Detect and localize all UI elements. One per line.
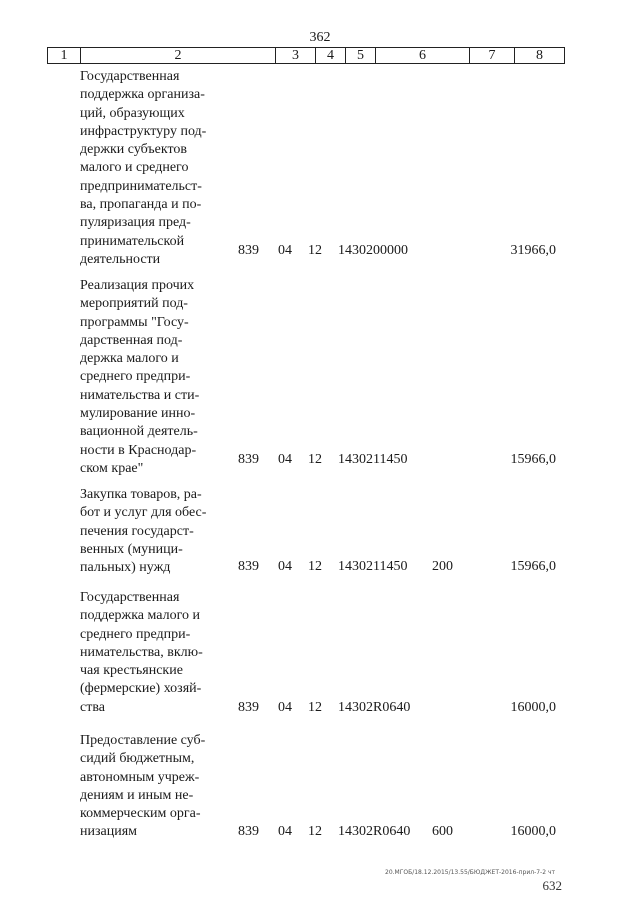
- row-col-4: 04: [278, 824, 292, 839]
- row-col-6: 14302R0640: [338, 700, 411, 715]
- row-col-4: 04: [278, 559, 292, 574]
- row-col-8: 31966,0: [510, 243, 556, 258]
- row-col-5: 12: [308, 700, 322, 715]
- row-col-5: 12: [308, 452, 322, 467]
- table-header-row: [47, 47, 565, 64]
- row-col-8: 16000,0: [510, 824, 556, 839]
- row-name: Предоставление суб- сидий бюджетным, автономным учреж- дениям и иным не- коммерческим орга- низациям: [80, 733, 206, 840]
- row-col-8: 16000,0: [510, 700, 556, 715]
- row-col-5: 12: [308, 824, 322, 839]
- footer-document-code: 20.МГОБ/18.12.2015/13.55/БЮДЖЕТ-2016-прил-7-2 чт: [385, 869, 555, 876]
- row-col-3: 839: [238, 824, 259, 839]
- header-col-2: 2: [81, 48, 276, 63]
- row-col-4: 04: [278, 700, 292, 715]
- row-col-6: 1430211450: [338, 452, 408, 467]
- header-col-7: 7: [470, 48, 515, 63]
- header-col-6: 6: [376, 48, 470, 63]
- row-col-6: 14302R0640: [338, 824, 411, 839]
- page-number: 362: [309, 30, 331, 45]
- row-col-3: 839: [238, 243, 259, 258]
- row-name: Реализация прочих мероприятий под- программы "Госу- дарственная под- держка малого и среднего предпри- нимательства и сти- мулирование инно- вационной деятель- ности в Краснодар- ском крае": [80, 278, 200, 476]
- header-col-8: 8: [515, 48, 565, 63]
- header-col-1: 1: [48, 48, 81, 63]
- header-col-3: 3: [276, 48, 316, 63]
- row-name: Закупка товаров, ра- бот и услуг для обес- печения государст- венных (муници- пальных) нужд: [80, 487, 207, 576]
- row-col-3: 839: [238, 452, 259, 467]
- header-col-4: 4: [316, 48, 346, 63]
- row-col-4: 04: [278, 452, 292, 467]
- footer-page-number: 632: [542, 878, 562, 893]
- row-col-8: 15966,0: [510, 452, 556, 467]
- row-col-5: 12: [308, 559, 322, 574]
- row-name: Государственная поддержка организа- ций, образующих инфраструктуру под- держки субъектов малого и среднего предпринимательст- ва, пропаганда и по- пуляризация пред- принимательской деятельности: [80, 69, 207, 267]
- row-col-3: 839: [238, 700, 259, 715]
- row-col-7: 200: [432, 559, 453, 574]
- row-col-6: 1430200000: [338, 243, 408, 258]
- row-col-6: 1430211450: [338, 559, 408, 574]
- row-col-5: 12: [308, 243, 322, 258]
- row-col-4: 04: [278, 243, 292, 258]
- row-col-8: 15966,0: [510, 559, 556, 574]
- row-col-7: 600: [432, 824, 453, 839]
- header-col-5: 5: [346, 48, 376, 63]
- row-col-3: 839: [238, 559, 259, 574]
- row-name: Государственная поддержка малого и среднего предпри- нимательства, вклю- чая крестьянские (фермерские) хозяй- ства: [80, 590, 203, 715]
